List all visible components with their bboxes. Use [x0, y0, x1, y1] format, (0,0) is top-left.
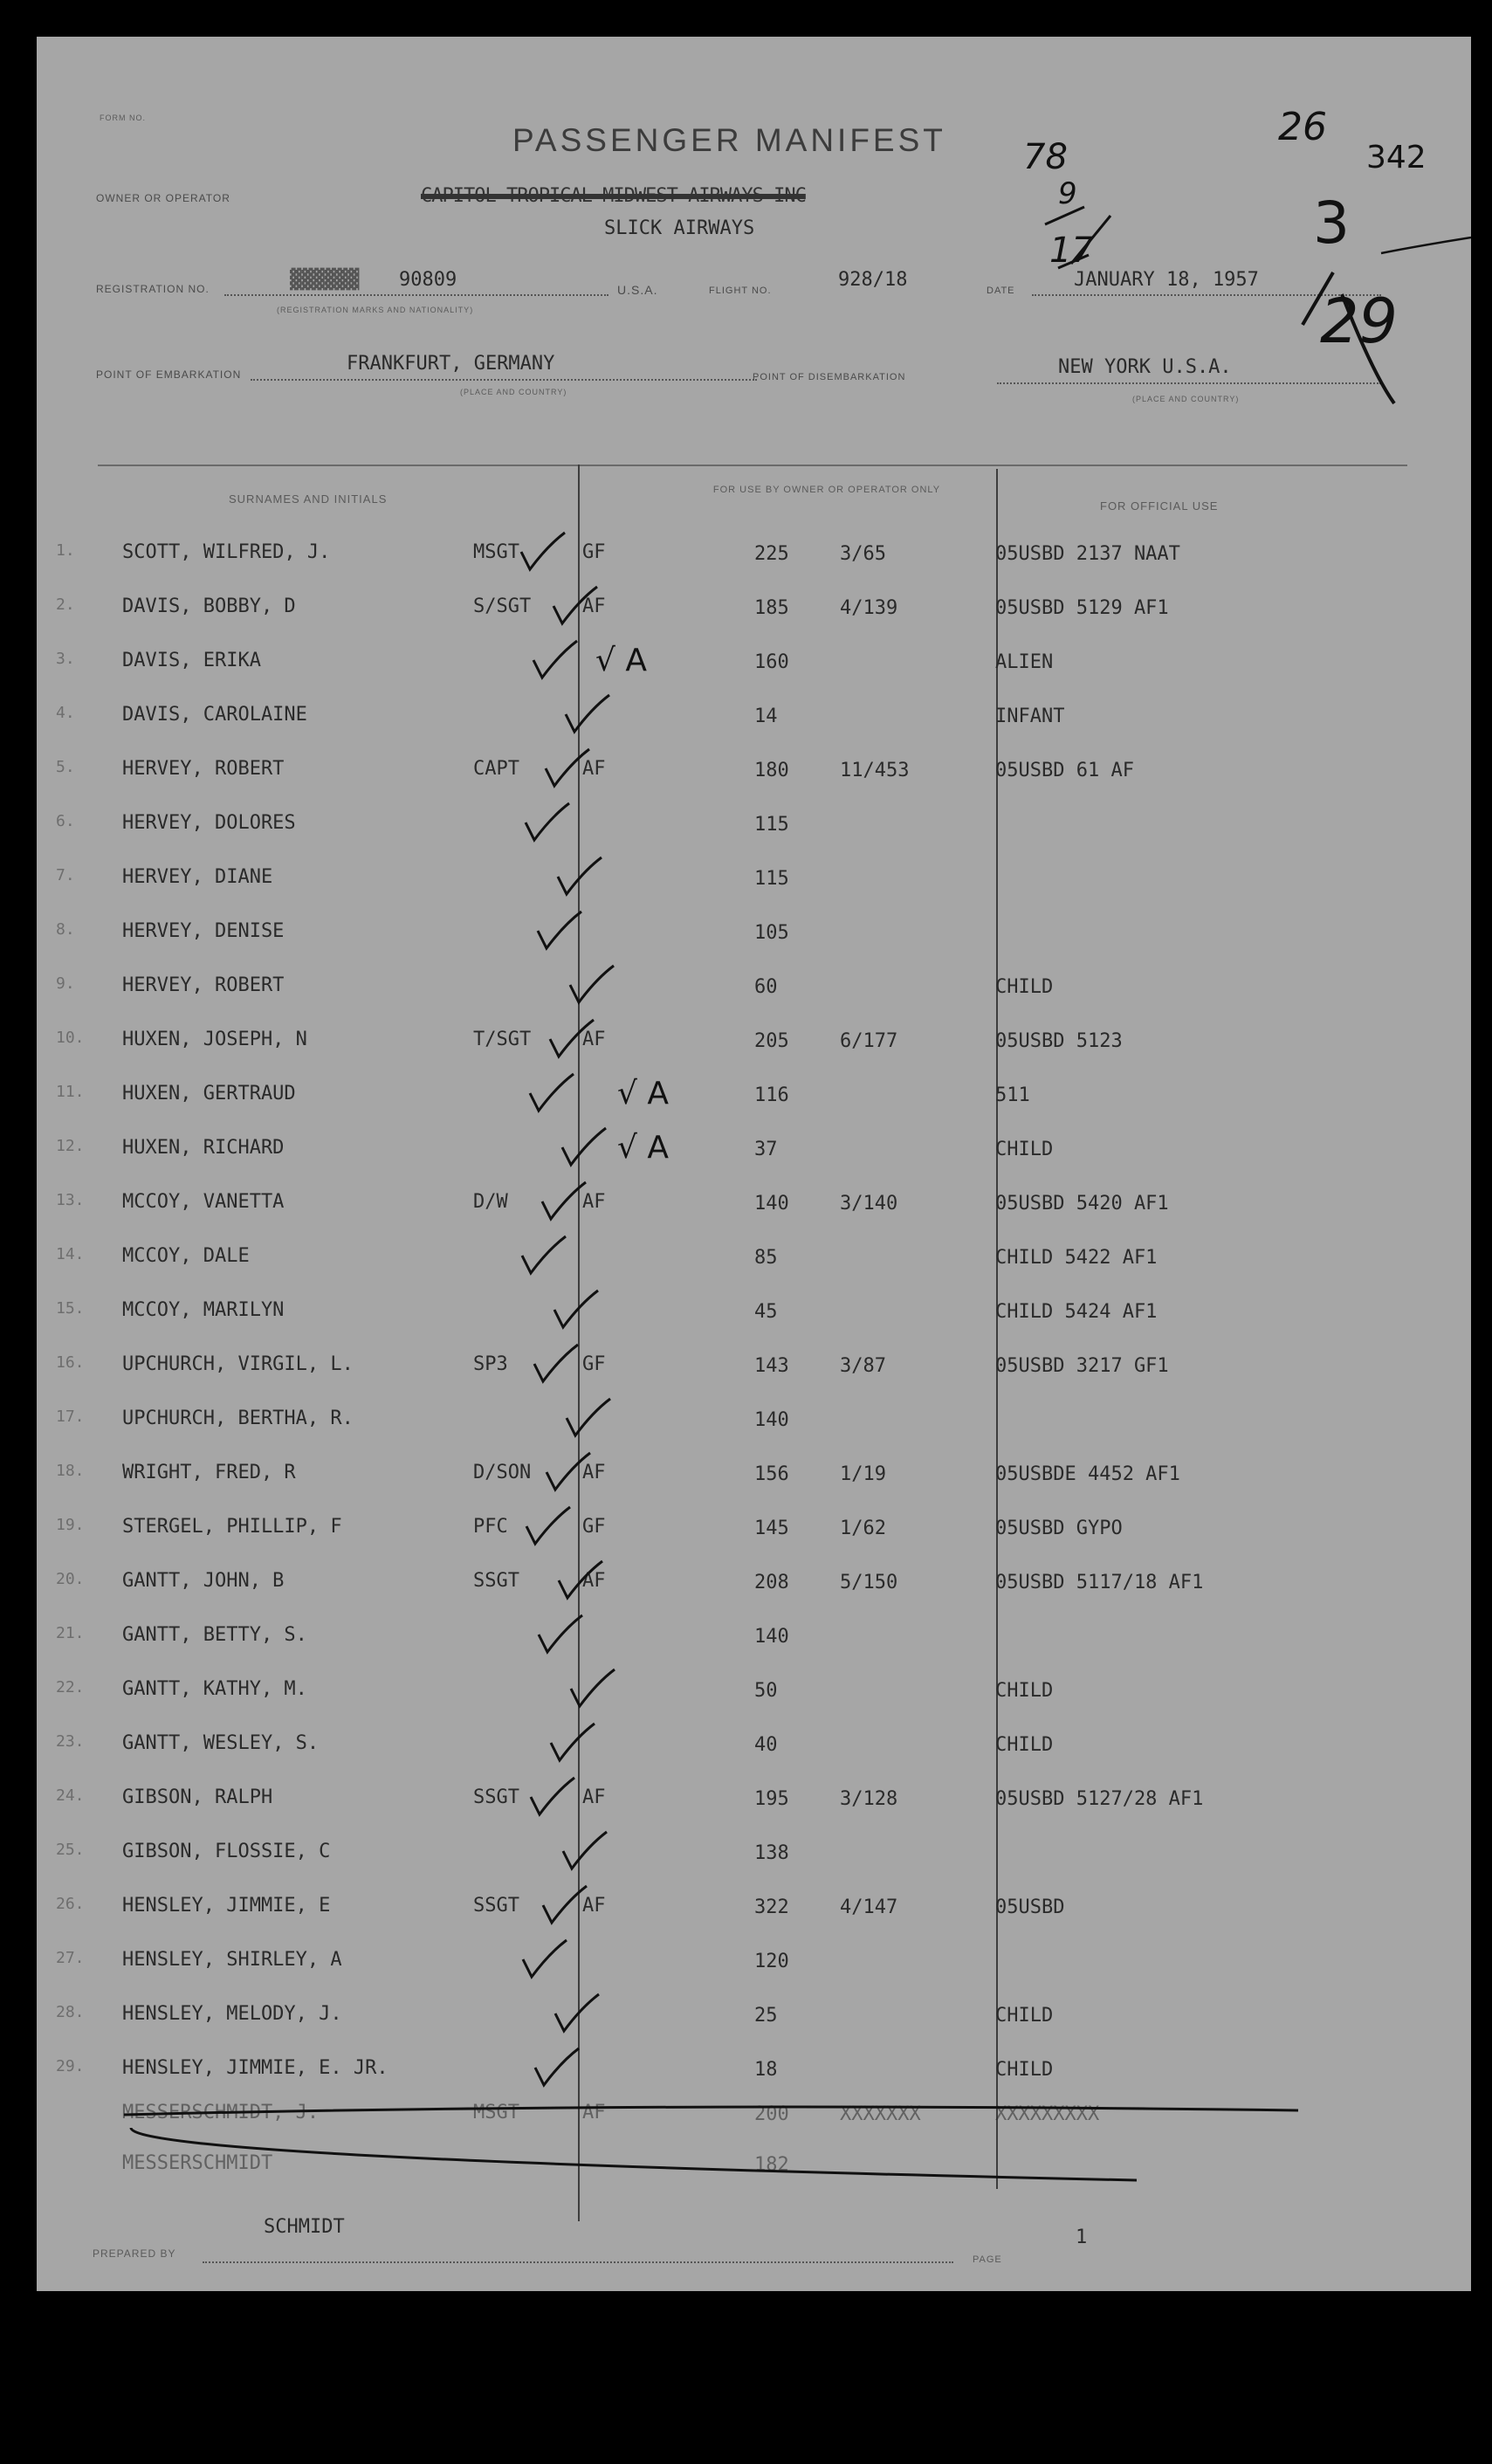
row-number: 2.	[56, 595, 75, 614]
passenger-official: 05USBD 5127/28 AF1	[995, 1788, 1204, 1810]
handwritten-flight-note-c: 17	[1049, 231, 1094, 271]
passenger-weight: 37	[754, 1139, 778, 1160]
passenger-weight: 85	[754, 1247, 778, 1269]
passenger-rank: SSGT	[473, 1895, 519, 1917]
check-mark	[550, 1020, 594, 1056]
flight-no-label: FLIGHT NO.	[709, 286, 772, 296]
passenger-official: CHILD	[995, 976, 1054, 998]
passenger-name: WRIGHT, FRED, R	[122, 1462, 296, 1483]
row-number: 18.	[56, 1462, 85, 1480]
passenger-name: GIBSON, RALPH	[122, 1786, 273, 1808]
row-number: 26.	[56, 1895, 85, 1913]
passenger-baggage: 1/19	[840, 1463, 886, 1485]
passenger-name: GANTT, KATHY, M.	[122, 1678, 307, 1700]
passenger-name: HUXEN, JOSEPH, N	[122, 1029, 307, 1050]
passenger-name: HENSLEY, SHIRLEY, A	[122, 1949, 342, 1971]
registration-mark: ▓▓▓▓▓▓	[290, 269, 360, 291]
passenger-rank: SSGT	[473, 1570, 519, 1592]
passenger-official: 05USBD 5420 AF1	[995, 1193, 1169, 1215]
passenger-name: GIBSON, FLOSSIE, C	[122, 1841, 331, 1862]
passenger-name: DAVIS, BOBBY, D	[122, 595, 296, 617]
handwritten-note-a: 26	[1278, 105, 1327, 149]
row-number: 6.	[56, 812, 75, 830]
passenger-weight: 145	[754, 1518, 789, 1539]
check-mark	[555, 1994, 599, 2031]
check-mark	[559, 1561, 602, 1598]
carrier-name: SLICK AIRWAYS	[604, 217, 755, 239]
check-mark	[530, 1074, 574, 1111]
passenger-name: HUXEN, GERTRAUD	[122, 1083, 296, 1105]
handwritten-date-fix: 29	[1320, 286, 1399, 357]
passenger-official: CHILD	[995, 2005, 1054, 2027]
passenger-official: 05USBD 61 AF	[995, 760, 1134, 781]
passenger-service: AF	[582, 1570, 606, 1592]
row-number: 17.	[56, 1408, 85, 1426]
check-mark	[570, 966, 614, 1002]
passenger-name: HENSLEY, JIMMIE, E	[122, 1895, 331, 1917]
embarkation-label: POINT OF EMBARKATION	[96, 368, 242, 381]
row-number: 3.	[56, 650, 75, 668]
nationality: U.S.A.	[617, 283, 658, 297]
passenger-official: 05USBD 5123	[995, 1030, 1123, 1052]
passenger-service: AF	[582, 595, 606, 617]
passenger-baggage: 3/87	[840, 1355, 886, 1377]
passenger-weight: 45	[754, 1301, 778, 1323]
passenger-name: HERVEY, DENISE	[122, 920, 285, 942]
manifest-page	[37, 37, 1471, 2291]
passenger-name: MCCOY, VANETTA	[122, 1191, 285, 1213]
passenger-name: STERGEL, PHILLIP, F	[122, 1516, 342, 1538]
passenger-baggage: 3/65	[840, 543, 886, 565]
passenger-baggage: 1/62	[840, 1518, 886, 1539]
check-mark	[543, 1886, 587, 1923]
registration-sublabel: (REGISTRATION MARKS AND NATIONALITY)	[277, 306, 474, 314]
row-number: 29.	[56, 2057, 85, 2075]
page-title: PASSENGER MANIFEST	[512, 122, 946, 158]
registration-number: 90809	[399, 269, 457, 291]
struck-weight: 182	[754, 2154, 789, 2176]
registration-label: REGISTRATION NO.	[96, 283, 210, 295]
check-mark	[563, 1832, 607, 1869]
row-number: 12.	[56, 1137, 85, 1155]
row-number: 7.	[56, 866, 75, 884]
passenger-official: 05USBD 5129 AF1	[995, 597, 1169, 619]
passenger-rank: MSGT	[473, 541, 519, 563]
check-marks	[37, 37, 1471, 2291]
passenger-weight: 180	[754, 760, 789, 781]
row-number: 15.	[56, 1299, 85, 1318]
passenger-name: DAVIS, CAROLAINE	[122, 704, 307, 726]
passenger-service: AF	[582, 1786, 606, 1808]
passenger-official: CHILD 5422 AF1	[995, 1247, 1158, 1269]
passenger-weight: 185	[754, 597, 789, 619]
passenger-official: 05USBD 5117/18 AF1	[995, 1572, 1204, 1593]
passenger-weight: 40	[754, 1734, 778, 1756]
handwritten-page-number: 342	[1366, 140, 1427, 176]
owner-use-header: FOR USE BY OWNER OR OPERATOR ONLY	[712, 485, 941, 495]
passenger-name: DAVIS, ERIKA	[122, 650, 261, 671]
passenger-rank: PFC	[473, 1516, 508, 1538]
passenger-official: CHILD 5424 AF1	[995, 1301, 1158, 1323]
row-number: 25.	[56, 1841, 85, 1859]
passenger-official: CHILD	[995, 1139, 1054, 1160]
embarkation-sublabel: (PLACE AND COUNTRY)	[460, 388, 567, 396]
check-mark	[551, 1724, 595, 1760]
passenger-name: UPCHURCH, BERTHA, R.	[122, 1408, 354, 1429]
passenger-name: HENSLEY, MELODY, J.	[122, 2003, 342, 2025]
handwritten-note-b: 3	[1313, 189, 1350, 257]
check-mark	[554, 1291, 598, 1327]
passenger-weight: 60	[754, 976, 778, 998]
flight-number: 928/18	[838, 269, 908, 291]
check-mark	[547, 1453, 590, 1490]
passenger-weight: 225	[754, 543, 789, 565]
passenger-name: HENSLEY, JIMMIE, E. JR.	[122, 2057, 388, 2079]
page-number: 1	[1076, 2227, 1088, 2248]
check-mark	[571, 1669, 615, 1706]
passenger-name: GANTT, WESLEY, S.	[122, 1732, 320, 1754]
struck-name: MESSERSCHMIDT	[122, 2152, 273, 2174]
passenger-baggage: 3/140	[840, 1193, 898, 1215]
check-mark	[567, 1399, 610, 1435]
passenger-weight: 140	[754, 1626, 789, 1648]
passenger-weight: 105	[754, 922, 789, 944]
row-number: 27.	[56, 1949, 85, 1967]
passenger-baggage: 11/453	[840, 760, 910, 781]
passenger-baggage: 5/150	[840, 1572, 898, 1593]
passenger-name: GANTT, BETTY, S.	[122, 1624, 307, 1646]
disembarkation-label: POINT OF DISEMBARKATION	[753, 372, 906, 382]
row-number: 21.	[56, 1624, 85, 1642]
passenger-weight: 156	[754, 1463, 789, 1485]
handwritten-flight-note-a: 78	[1023, 137, 1068, 177]
passenger-official: 05USBD	[995, 1896, 1065, 1918]
row-number: 5.	[56, 758, 75, 776]
check-mark	[521, 533, 565, 569]
passenger-weight: 14	[754, 705, 778, 727]
row-number: 1.	[56, 541, 75, 560]
check-mark	[566, 695, 609, 732]
row-number: 10.	[56, 1029, 85, 1047]
disembarkation-sublabel: (PLACE AND COUNTRY)	[1132, 395, 1240, 403]
passenger-name: SCOTT, WILFRED, J.	[122, 541, 331, 563]
passenger-rank: D/W	[473, 1191, 508, 1213]
check-mark	[558, 857, 602, 894]
check-mark	[562, 1128, 606, 1165]
carrier-struck: CAPITOL TROPICAL MIDWEST AIRWAYS INC	[421, 185, 806, 207]
check-mark	[526, 1507, 570, 1544]
passenger-name: HERVEY, ROBERT	[122, 974, 285, 996]
passenger-official: CHILD	[995, 2059, 1054, 2081]
passenger-service: GF	[582, 541, 606, 563]
passenger-name: HERVEY, DIANE	[122, 866, 273, 888]
passenger-service: GF	[582, 1516, 606, 1538]
passenger-service: AF	[582, 1029, 606, 1050]
date-label: DATE	[987, 286, 1015, 296]
row-number: 13.	[56, 1191, 85, 1209]
passenger-name: HERVEY, ROBERT	[122, 758, 285, 780]
passenger-weight: 140	[754, 1409, 789, 1431]
passenger-weight: 205	[754, 1030, 789, 1052]
passenger-name: HUXEN, RICHARD	[122, 1137, 285, 1159]
passenger-name: MCCOY, MARILYN	[122, 1299, 285, 1321]
passenger-name: UPCHURCH, VIRGIL, L.	[122, 1353, 354, 1375]
passenger-weight: 116	[754, 1084, 789, 1106]
check-mark	[546, 749, 589, 786]
passenger-name: HERVEY, DOLORES	[122, 812, 296, 834]
passenger-official: ALIEN	[995, 651, 1054, 673]
check-mark	[553, 587, 597, 623]
row-number: 8.	[56, 920, 75, 939]
row-number: 28.	[56, 2003, 85, 2021]
passenger-weight: 115	[754, 814, 789, 836]
check-mark	[533, 641, 577, 678]
alien-mark: √ A	[595, 643, 648, 678]
embarkation-place: FRANKFURT, GERMANY	[347, 353, 555, 375]
struck-weight: 200	[754, 2103, 789, 2125]
struck-baggage: XXXXXXX	[840, 2103, 921, 2125]
row-number: 20.	[56, 1570, 85, 1588]
row-number: 11.	[56, 1083, 85, 1101]
passenger-weight: 208	[754, 1572, 789, 1593]
prepared-by-label: PREPARED BY	[93, 2247, 176, 2260]
passenger-service: AF	[582, 1462, 606, 1483]
row-number: 14.	[56, 1245, 85, 1263]
check-mark	[522, 1236, 566, 1273]
passenger-weight: 143	[754, 1355, 789, 1377]
official-use-header: FOR OFFICIAL USE	[1100, 499, 1219, 513]
row-number: 9.	[56, 974, 75, 993]
passenger-weight: 160	[754, 651, 789, 673]
check-mark	[539, 1615, 582, 1652]
row-number: 4.	[56, 704, 75, 722]
page-label: PAGE	[973, 2254, 1002, 2265]
row-number: 19.	[56, 1516, 85, 1534]
passenger-weight: 25	[754, 2005, 778, 2027]
passenger-official: 511	[995, 1084, 1030, 1106]
row-number: 22.	[56, 1678, 85, 1697]
passenger-service: AF	[582, 1191, 606, 1213]
passenger-baggage: 4/139	[840, 597, 898, 619]
check-mark	[538, 912, 581, 948]
passenger-official: CHILD	[995, 1680, 1054, 1702]
passenger-weight: 18	[754, 2059, 778, 2081]
passenger-name: MCCOY, DALE	[122, 1245, 250, 1267]
passenger-official: 05USBD GYPO	[995, 1518, 1123, 1539]
flight-date: JANUARY 18, 1957	[1074, 269, 1259, 291]
struck-service: AF	[582, 2102, 606, 2123]
surnames-header: SURNAMES AND INITIALS	[229, 492, 388, 506]
passenger-rank: T/SGT	[473, 1029, 532, 1050]
passenger-rank: SP3	[473, 1353, 508, 1375]
struck-name: MESSERSCHMIDT, J.	[122, 2102, 320, 2123]
passenger-official: CHILD	[995, 1734, 1054, 1756]
owner-operator-label: OWNER OR OPERATOR	[96, 192, 230, 204]
disembarkation-place: NEW YORK U.S.A.	[1058, 356, 1232, 378]
passenger-service: GF	[582, 1353, 606, 1375]
passenger-official: 05USBD 3217 GF1	[995, 1355, 1169, 1377]
passenger-service: AF	[582, 1895, 606, 1917]
passenger-name: GANTT, JOHN, B	[122, 1570, 285, 1592]
prepared-by-name: SCHMIDT	[264, 2216, 345, 2238]
alien-mark: √ A	[617, 1076, 670, 1112]
passenger-weight: 138	[754, 1842, 789, 1864]
alien-mark: √ A	[617, 1130, 670, 1166]
check-mark	[523, 1940, 567, 1977]
passenger-weight: 50	[754, 1680, 778, 1702]
check-mark	[535, 2048, 579, 2085]
passenger-weight: 322	[754, 1896, 789, 1918]
passenger-official: 05USBD 2137 NAAT	[995, 543, 1180, 565]
passenger-rank: SSGT	[473, 1786, 519, 1808]
passenger-weight: 195	[754, 1788, 789, 1810]
struck-official: XXXXXXXXX	[995, 2103, 1100, 2125]
passenger-service: AF	[582, 758, 606, 780]
passenger-official: INFANT	[995, 705, 1065, 727]
check-mark	[526, 803, 569, 840]
passenger-official: 05USBDE 4452 AF1	[995, 1463, 1180, 1485]
passenger-baggage: 4/147	[840, 1896, 898, 1918]
struck-rank: MSGT	[473, 2102, 519, 2123]
check-mark	[542, 1182, 586, 1219]
check-mark	[534, 1345, 578, 1381]
passenger-rank: S/SGT	[473, 595, 532, 617]
handwritten-flight-note-b: 9	[1058, 176, 1077, 211]
passenger-baggage: 6/177	[840, 1030, 898, 1052]
passenger-rank: CAPT	[473, 758, 519, 780]
row-number: 24.	[56, 1786, 85, 1805]
form-number: FORM NO.	[100, 114, 146, 122]
passenger-baggage: 3/128	[840, 1788, 898, 1810]
passenger-weight: 140	[754, 1193, 789, 1215]
passenger-weight: 115	[754, 868, 789, 890]
row-number: 16.	[56, 1353, 85, 1372]
row-number: 23.	[56, 1732, 85, 1751]
passenger-weight: 120	[754, 1951, 789, 1972]
check-mark	[531, 1778, 574, 1814]
passenger-rank: D/SON	[473, 1462, 532, 1483]
